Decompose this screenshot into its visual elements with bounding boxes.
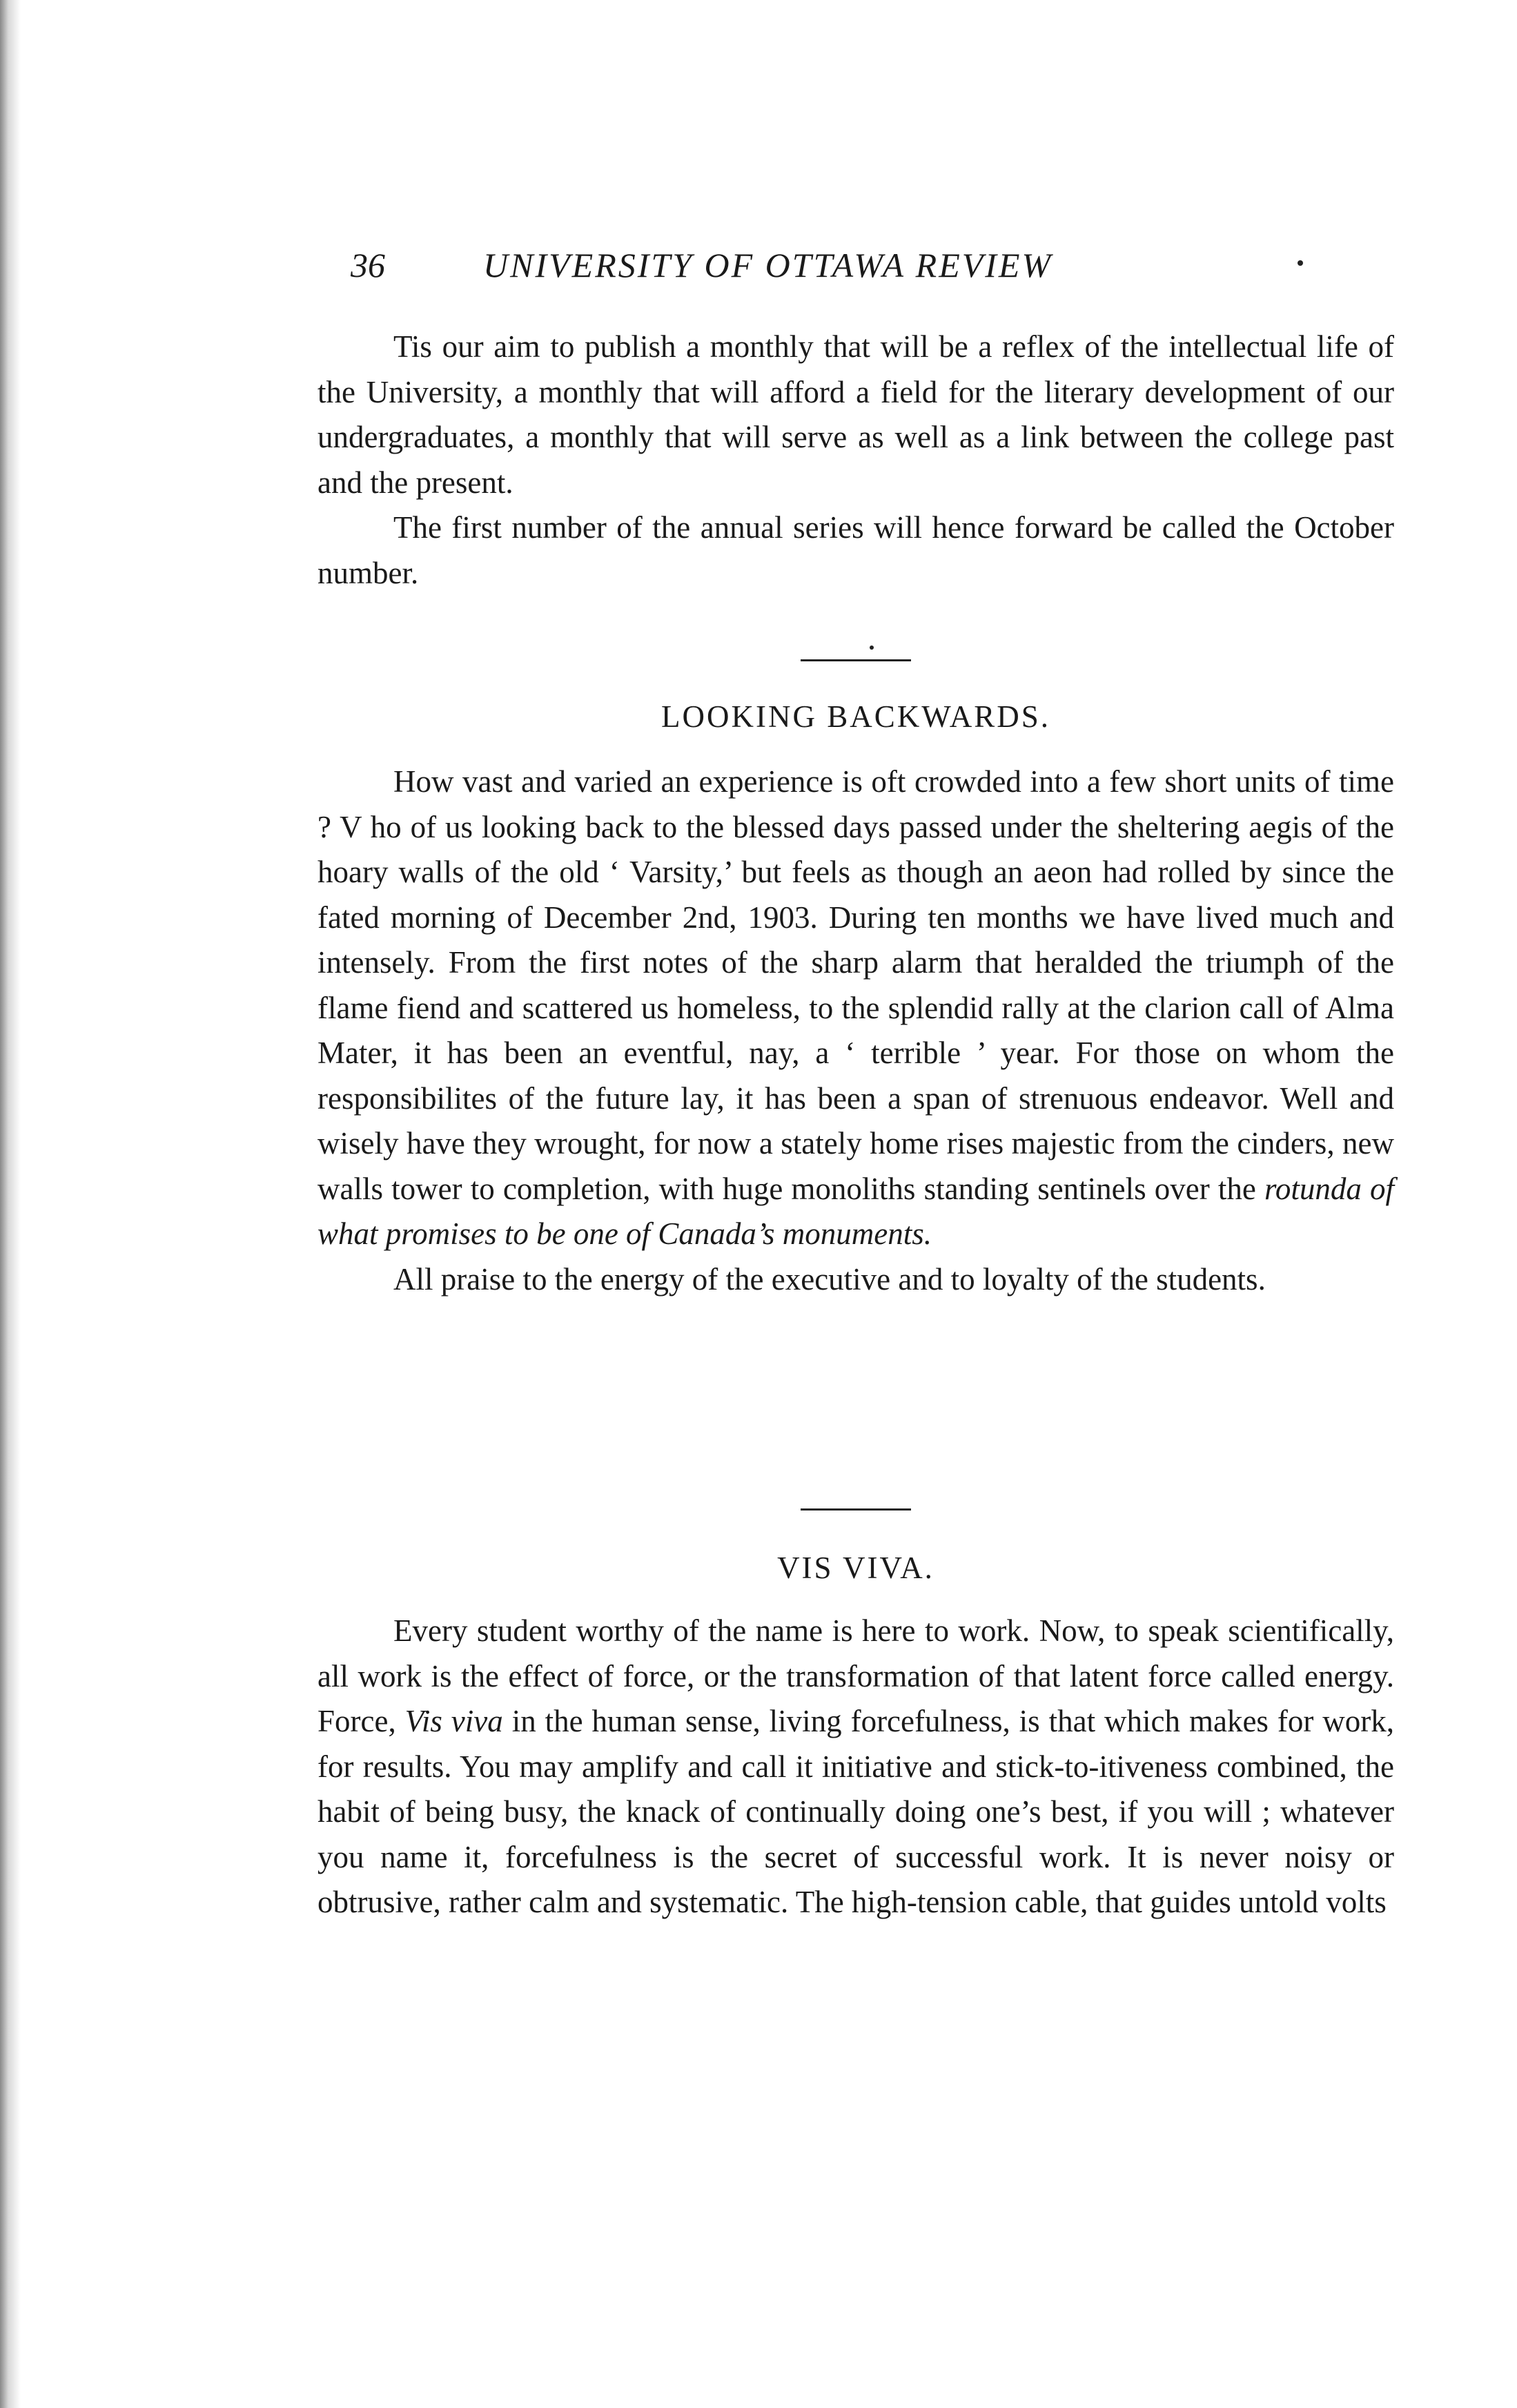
page-header xyxy=(317,245,1380,300)
looking-backwards-paragraph-1 xyxy=(317,759,1394,1257)
looking-backwards-italic-phrase: rotunda of what promises to be one of Canada’s monuments. xyxy=(317,1171,1394,1251)
section-divider xyxy=(801,1508,911,1511)
section-divider xyxy=(801,659,911,661)
looking-backwards-section xyxy=(317,759,1394,1302)
page-number: 36 xyxy=(351,246,385,284)
intro-section xyxy=(317,324,1394,596)
running-title: UNIVERSITY OF OTTAWA REVIEW xyxy=(483,246,1053,284)
intro-paragraph-2: The first number of the annual series will hence forward be called the October number. xyxy=(317,510,1394,590)
vis-viva-text-after: in the human sense, living forcefulness, is that which makes for work, for results. You may amplify and call it initiative and stick-to-itiveness combined, the habit of being busy, the knack of continually doing one’s best, if you will ; whatever you name it, forcefulness is the secret of successful work. It is never noisy or obtrusive, rather calm and systematic. The high-tension cable, that guides untold volts xyxy=(317,1704,1395,1919)
looking-backwards-paragraph-2: All praise to the energy of the executive and to loyalty of the students. xyxy=(393,1261,1266,1297)
vis-viva-italic-term: Vis viva xyxy=(404,1704,503,1738)
divider-dot-mark xyxy=(870,645,874,650)
section-heading-vis-viva: VIS VIVA. xyxy=(777,1551,934,1585)
header-dot-mark xyxy=(1298,260,1303,266)
vis-viva-text-before: Every student worthy of the name is here to work. Now, to speak scientifically, all work is the effect of force, or the transformation of that latent force called energy. Force, xyxy=(317,1613,1394,1738)
vis-viva-section xyxy=(317,1609,1394,1925)
section-heading-looking-backwards: LOOKING BACKWARDS. xyxy=(660,699,1050,734)
scanned-page-edge xyxy=(0,0,21,2408)
intro-paragraph-1: Tis our aim to publish a monthly that will be a reflex of the intellectual life of the University, a monthly that will afford a field for the literary development of our undergraduates, a monthly that will serve as well as a link between the college past and the present. xyxy=(317,329,1394,500)
vis-viva-paragraph xyxy=(317,1609,1394,1925)
looking-backwards-paragraph-1-text: How vast and varied an experience is oft crowded into a few short units of time ? V ho of us looking back to the blessed days passed under the sheltering aegis of the hoary walls of the old ‘ Varsity,’ but feels as though an aeon had rolled by since the fated morning of December 2nd, 1903. During ten months we have lived much and intensely. From the first notes of the sharp alarm that heralded the triumph of the flame fiend and scattered us homeless, to the splendid rally at the clarion call of Alma Mater, it has been an eventful, nay, a ‘ terrible ’ year. For those on whom the responsibilites of the future lay, it has been a span of strenuous endeavor. Well and wisely have they wrought, for now a stately home rises majestic from the cinders, new walls tower to completion, with huge monoliths standing sentinels over the xyxy=(317,764,1394,1206)
